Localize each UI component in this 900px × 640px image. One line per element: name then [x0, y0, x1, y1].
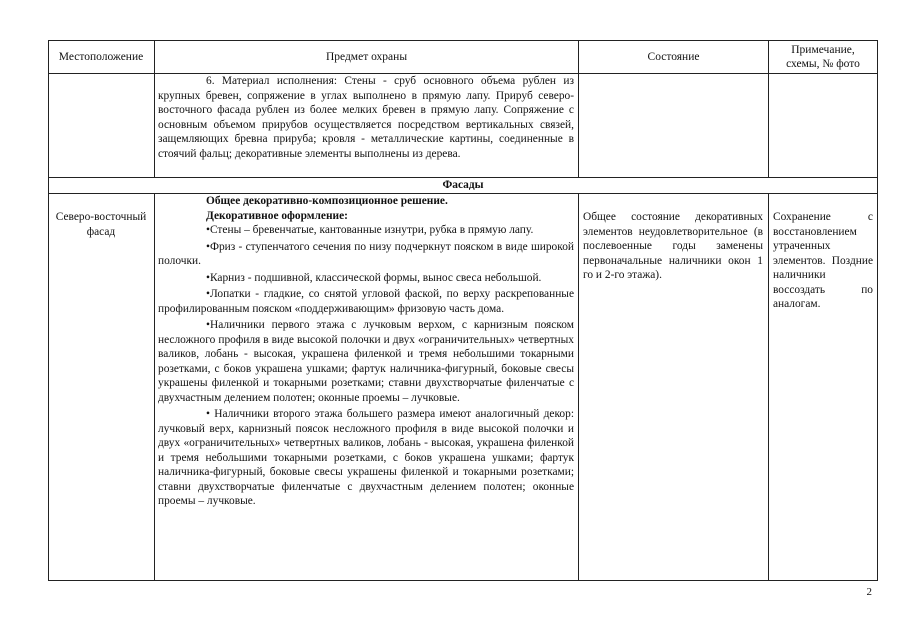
facade-item-cornice: •Карниз - подшивной, классической формы, вынос свеса небольшой.: [206, 271, 542, 284]
facade-item-window-frames-second-floor: • Наличники второго этажа большего размера имеют аналогичный декор: лучковый верх, карнизный поясок несложного профиля в виде высокой полочки и двух «ограничительных» четвертных валиков, лобань - высокая, украшена филенкой и тремя небольшими токарными розетками, с боков украшена ушками; фартук наличника-фигурный, боковые свесы украшены филенкой и токарными розетками; ставни двухстворчатые филенчатые с двухчастным делением полотен; оконные проемы – лучковые.: [158, 408, 574, 507]
facade-item-pilasters: •Лопатки - гладкие, со снятой угловой фаской, по верху раскрепованные профилированным пояском «поддерживающим» фризовую часть дома.: [158, 288, 574, 315]
column-divider-2-lower: [578, 193, 579, 580]
table-right-border: [877, 40, 878, 580]
facade-item-window-frames-first-floor: •Наличники первого этажа с лучковым верхом, с карнизным пояском несложного профиля в виде высокой полочки и двух «ограничительных» четвертных валиков, лобань - высокая, украшена филенкой и тремя небольшими токарными розетками, с боков украшена ушками; фартук наличника-фигурный, боковые свесы украшены филенкой и токарными розетками; ставни двухстворчатые филенчатые с двухчастным делением полотен; оконные проемы – лучковые.: [158, 319, 574, 404]
facade-heading-2: Декоративное оформление:: [206, 209, 348, 222]
table-bottom-border: [48, 580, 878, 581]
column-divider-3-lower: [768, 193, 769, 580]
facade-heading-1: Общее декоративно-композиционное решение.: [206, 195, 448, 207]
header-subject: Предмет охраны: [325, 51, 408, 63]
facade-note: Сохранение с восстановлением утраченных элементов. Поздние наличники воссоздать по аналогам.: [773, 211, 873, 310]
page-number: 2: [866, 586, 872, 598]
table-left-border: [48, 40, 49, 580]
header-location: Местоположение: [58, 51, 144, 63]
header-condition: Состояние: [647, 51, 700, 63]
facade-item-walls: •Стены – бревенчатые, кантованные изнутри, рубка в прямую лапу.: [206, 224, 534, 236]
header-note: [769, 43, 877, 71]
header-note-line2: схемы, № фото: [786, 58, 860, 70]
table-top-border: [48, 40, 878, 41]
section-title: Фасады: [442, 179, 484, 191]
facade-subject: [158, 194, 574, 511]
facade-condition: Общее состояние декоративных элементов неудовлетворительное (в послевоенные годы заменены первоначальные наличники окон 1 го и 2-го этажа).: [583, 211, 763, 281]
material-description: 6. Материал исполнения: Стены - сруб основного объема рублен из крупных бревен, сопряжение в углах выполнено в прямую лапу. Прируб северо-восточного фасада рублен из более мелких бревен в прямую лапу. Сопряжение с основным объемом прирубов осуществляется посредством вертикальных связей, защемляющих бревна прируба; кровля - металлические картины, соединенные в стоячий фальц; декоративные элементы выполнены из дерева.: [158, 75, 574, 160]
header-note-line1: Примечание,: [791, 44, 855, 56]
facade-item-frieze: •Фриз - ступенчатого сечения по низу подчеркнут пояском в виде широкой полочки.: [158, 240, 574, 267]
facade-location: Северо-восточный фасад: [55, 211, 147, 238]
column-divider-1-lower: [154, 193, 155, 580]
